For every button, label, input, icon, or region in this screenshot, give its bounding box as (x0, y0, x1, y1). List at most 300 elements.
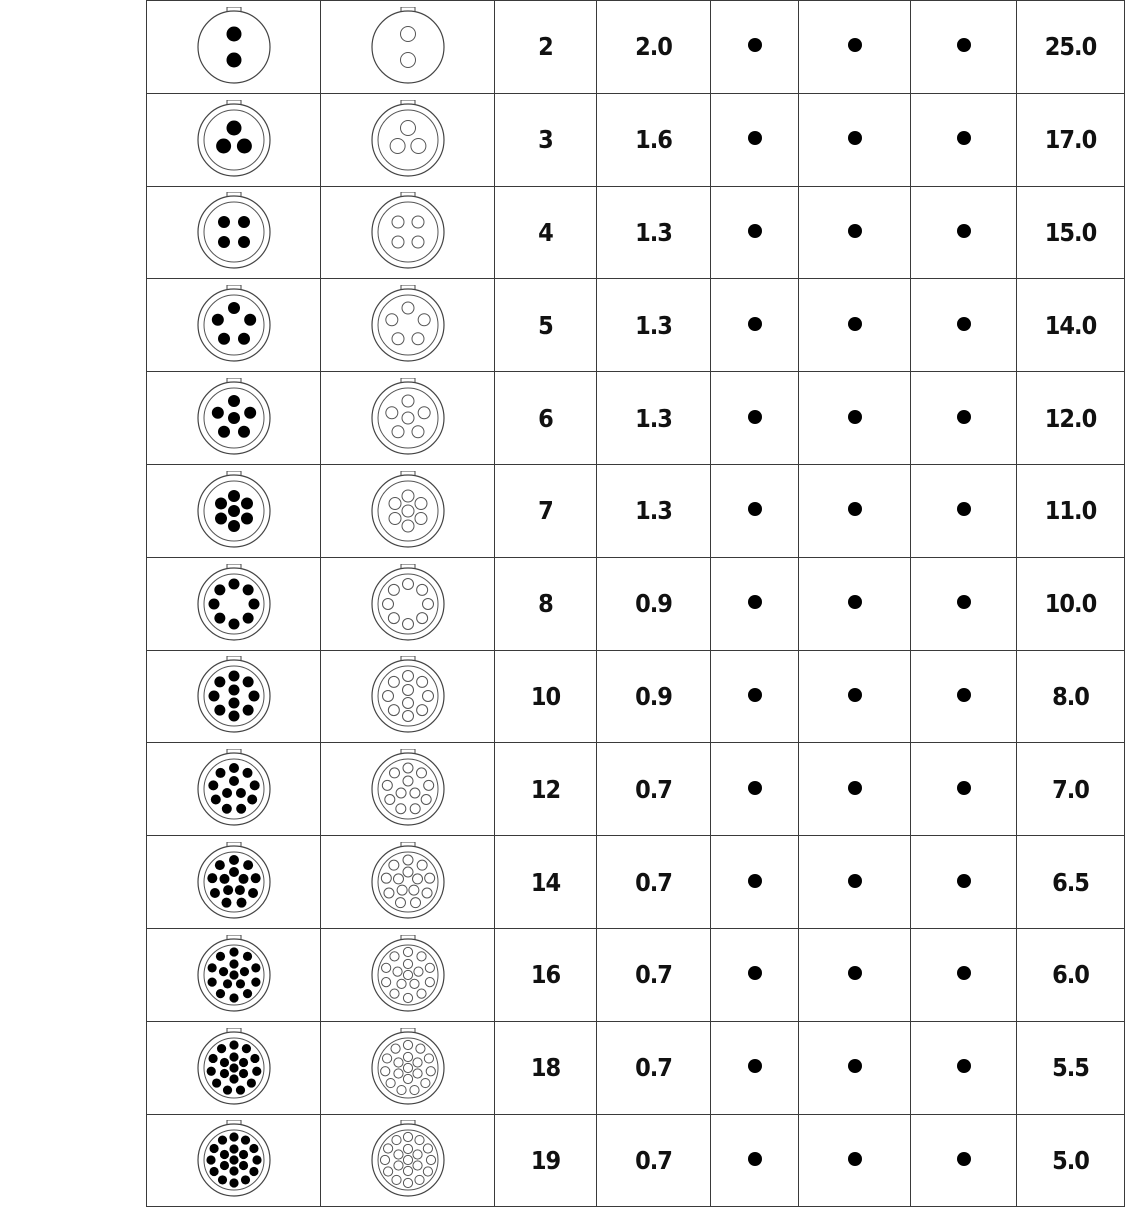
pin-count-cell: 3 (495, 93, 597, 186)
availability-cell-c2 (799, 464, 911, 557)
female-socket-hole (410, 804, 420, 814)
female-socket-hole (416, 952, 425, 961)
male-pin (241, 1044, 250, 1053)
availability-cell-c2 (799, 557, 911, 650)
availability-cell-c3 (911, 743, 1017, 836)
male-pin (240, 1136, 249, 1145)
male-pin (235, 1085, 244, 1094)
male-pin (215, 512, 227, 524)
female-socket-hole (390, 138, 405, 153)
female-socket-hole (383, 1167, 392, 1176)
female-socket-hole (416, 768, 426, 778)
female-socket-hole (391, 1176, 400, 1185)
wire-size-cell: 0.7 (597, 1114, 711, 1207)
availability-cell-c3 (911, 186, 1017, 279)
availability-dot-icon (748, 224, 762, 238)
female-socket-hole (420, 1078, 429, 1087)
availability-cell-c3 (911, 93, 1017, 186)
male-pin (219, 874, 229, 884)
availability-dot-icon (848, 224, 862, 238)
female-socket-layout-icon (321, 836, 495, 929)
female-socket-hole (389, 512, 401, 524)
male-pin (218, 236, 230, 248)
male-pin (228, 302, 240, 314)
male-pin (240, 1176, 249, 1185)
male-pin (215, 768, 225, 778)
male-pin-layout-icon (147, 1021, 321, 1114)
female-socket-hole (393, 1161, 402, 1170)
male-pin (207, 873, 217, 883)
female-socket-hole (409, 979, 418, 988)
male-pin (235, 979, 244, 988)
male-pin (229, 1145, 238, 1154)
rated-current-cell: 15.0 (1017, 186, 1125, 279)
male-pin (221, 804, 231, 814)
male-pin-layout-icon (147, 372, 321, 465)
female-socket-hole (400, 26, 415, 41)
wire-size-cell: 1.3 (597, 464, 711, 557)
male-pin-layout-icon (147, 464, 321, 557)
availability-dot-icon (957, 874, 971, 888)
availability-dot-icon (848, 1059, 862, 1073)
rated-current-cell: 6.5 (1017, 836, 1125, 929)
male-pin (228, 505, 240, 517)
female-socket-hole (402, 578, 413, 589)
male-pin (206, 1066, 215, 1075)
male-pin (219, 1161, 228, 1170)
female-socket-hole (402, 711, 413, 722)
female-socket-hole (385, 407, 397, 419)
availability-dot-icon (748, 966, 762, 980)
male-pin (218, 967, 227, 976)
female-socket-hole (411, 333, 423, 345)
wire-size-cell: 0.7 (597, 743, 711, 836)
male-pin (229, 993, 238, 1002)
availability-dot-icon (748, 317, 762, 331)
table-row (147, 1021, 1125, 1114)
wire-size-cell: 1.3 (597, 279, 711, 372)
rated-current-cell: 7.0 (1017, 743, 1125, 836)
male-pin (238, 1058, 247, 1067)
pin-count-cell: 14 (495, 836, 597, 929)
female-socket-hole (411, 426, 423, 438)
male-pin (229, 1133, 238, 1142)
availability-cell-c2 (799, 372, 911, 465)
male-pin (219, 1069, 228, 1078)
female-socket-hole (385, 314, 397, 326)
female-socket-hole (423, 1167, 432, 1176)
female-socket-layout-icon (321, 1, 495, 94)
male-pin (249, 781, 259, 791)
female-socket-hole (417, 860, 427, 870)
female-socket-hole (388, 860, 398, 870)
female-socket-hole (380, 1156, 389, 1165)
availability-dot-icon (957, 224, 971, 238)
female-socket-hole (423, 781, 433, 791)
female-socket-hole (414, 512, 426, 524)
male-pin (239, 967, 248, 976)
female-socket-hole (408, 885, 418, 895)
male-pin (240, 497, 252, 509)
male-pin (249, 1167, 258, 1176)
male-pin (208, 781, 218, 791)
availability-cell-c3 (911, 1021, 1017, 1114)
female-socket-hole (414, 497, 426, 509)
availability-dot-icon (957, 317, 971, 331)
availability-cell-c2 (799, 279, 911, 372)
male-pin (242, 705, 253, 716)
female-socket-hole (403, 1156, 412, 1165)
availability-dot-icon (848, 688, 862, 702)
male-pin (242, 612, 253, 623)
rated-current-cell: 6.0 (1017, 928, 1125, 1021)
female-socket-hole (412, 1058, 421, 1067)
female-socket-hole (409, 788, 419, 798)
male-pin (236, 138, 251, 153)
availability-dot-icon (957, 1152, 971, 1166)
female-socket-hole (422, 888, 432, 898)
availability-dot-icon (848, 966, 862, 980)
female-socket-hole (396, 979, 405, 988)
male-pin-layout-icon (147, 93, 321, 186)
male-pin (222, 979, 231, 988)
availability-dot-icon (748, 410, 762, 424)
female-socket-hole (424, 1054, 433, 1063)
female-socket-hole (416, 612, 427, 623)
male-pin (252, 1156, 261, 1165)
male-pin-layout-icon (147, 1, 321, 94)
wire-size-cell: 1.3 (597, 372, 711, 465)
table-row (147, 1114, 1125, 1207)
male-pin-layout-icon (147, 279, 321, 372)
connector-spec-table (146, 0, 1125, 1207)
availability-dot-icon (957, 502, 971, 516)
male-pin (226, 52, 241, 67)
male-pin (229, 1167, 238, 1176)
male-pin (242, 768, 252, 778)
female-socket-hole (388, 677, 399, 688)
female-socket-hole (403, 959, 412, 968)
male-pin (228, 711, 239, 722)
availability-dot-icon (748, 38, 762, 52)
availability-dot-icon (848, 317, 862, 331)
wire-size-cell: 1.6 (597, 93, 711, 186)
availability-cell-c1 (711, 1114, 799, 1207)
female-socket-hole (392, 236, 404, 248)
female-socket-hole (422, 598, 433, 609)
female-socket-hole (384, 795, 394, 805)
availability-dot-icon (848, 131, 862, 145)
male-pin (216, 1044, 225, 1053)
rated-current-cell: 11.0 (1017, 464, 1125, 557)
female-socket-hole (402, 618, 413, 629)
male-pin (208, 598, 219, 609)
male-pin (207, 963, 216, 972)
table-row (147, 279, 1125, 372)
availability-cell-c2 (799, 928, 911, 1021)
male-pin (251, 977, 260, 986)
female-socket-hole (414, 1176, 423, 1185)
availability-dot-icon (848, 38, 862, 52)
male-pin (250, 1054, 259, 1063)
male-pin (240, 512, 252, 524)
availability-dot-icon (748, 595, 762, 609)
female-socket-hole (388, 612, 399, 623)
female-socket-hole (403, 947, 412, 956)
female-socket-hole (382, 691, 393, 702)
male-pin (234, 885, 244, 895)
availability-cell-c3 (911, 557, 1017, 650)
female-socket-hole (391, 1136, 400, 1145)
female-socket-layout-icon (321, 1114, 495, 1207)
availability-cell-c3 (911, 1114, 1017, 1207)
female-socket-hole (403, 970, 412, 979)
female-socket-hole (403, 1145, 412, 1154)
female-socket-hole (424, 873, 434, 883)
male-pin (226, 26, 241, 41)
male-pin (222, 1085, 231, 1094)
availability-cell-c1 (711, 279, 799, 372)
female-socket-hole (393, 1150, 402, 1159)
female-socket-hole (393, 1058, 402, 1067)
table-body (147, 1, 1125, 1207)
female-socket-hole (425, 977, 434, 986)
pin-count-cell: 7 (495, 464, 597, 557)
rated-current-cell: 12.0 (1017, 372, 1125, 465)
female-socket-hole (395, 804, 405, 814)
female-socket-hole (416, 989, 425, 998)
male-pin (237, 333, 249, 345)
male-pin (243, 860, 253, 870)
female-socket-hole (403, 1052, 412, 1061)
pin-count-cell: 6 (495, 372, 597, 465)
male-pin (211, 314, 223, 326)
female-socket-hole (380, 1066, 389, 1075)
availability-cell-c1 (711, 1021, 799, 1114)
female-socket-hole (410, 898, 420, 908)
male-pin (228, 520, 240, 532)
male-pin (242, 677, 253, 688)
availability-dot-icon (848, 781, 862, 795)
availability-cell-c2 (799, 743, 911, 836)
male-pin (238, 874, 248, 884)
male-pin (229, 1179, 238, 1188)
male-pin (229, 959, 238, 968)
male-pin (242, 952, 251, 961)
male-pin (214, 584, 225, 595)
availability-cell-c2 (799, 93, 911, 186)
male-pin-layout-icon (147, 928, 321, 1021)
female-socket-hole (418, 407, 430, 419)
female-socket-hole (381, 873, 391, 883)
rated-current-cell: 10.0 (1017, 557, 1125, 650)
availability-cell-c3 (911, 1, 1017, 94)
female-socket-hole (415, 1044, 424, 1053)
availability-cell-c1 (711, 1, 799, 94)
female-socket-hole (400, 52, 415, 67)
availability-dot-icon (748, 781, 762, 795)
availability-dot-icon (748, 131, 762, 145)
availability-cell-c2 (799, 186, 911, 279)
female-socket-hole (412, 874, 422, 884)
male-pin (244, 407, 256, 419)
pin-count-cell: 16 (495, 928, 597, 1021)
male-pin (238, 1069, 247, 1078)
male-pin (229, 867, 239, 877)
female-socket-hole (403, 867, 413, 877)
female-socket-hole (412, 1069, 421, 1078)
rated-current-cell: 14.0 (1017, 279, 1125, 372)
male-pin (238, 216, 250, 228)
female-socket-hole (402, 685, 413, 696)
female-socket-hole (412, 236, 424, 248)
female-socket-hole (390, 1044, 399, 1053)
female-socket-hole (383, 1144, 392, 1153)
female-socket-hole (402, 395, 414, 407)
availability-cell-c1 (711, 928, 799, 1021)
male-pin (235, 788, 245, 798)
male-pin (229, 970, 238, 979)
availability-dot-icon (748, 502, 762, 516)
female-socket-layout-icon (321, 743, 495, 836)
male-pin-layout-icon (147, 743, 321, 836)
female-socket-hole (382, 598, 393, 609)
male-pin (238, 236, 250, 248)
availability-dot-icon (748, 688, 762, 702)
wire-size-cell: 0.7 (597, 928, 711, 1021)
male-pin (250, 873, 260, 883)
female-socket-hole (389, 497, 401, 509)
pin-count-cell: 4 (495, 186, 597, 279)
availability-dot-icon (848, 410, 862, 424)
male-pin (221, 898, 231, 908)
pin-count-cell: 18 (495, 1021, 597, 1114)
male-pin (229, 1040, 238, 1049)
female-socket-hole (403, 763, 413, 773)
female-socket-hole (413, 967, 422, 976)
female-socket-hole (402, 698, 413, 709)
male-pin (226, 120, 241, 135)
female-socket-hole (402, 302, 414, 314)
pin-count-cell: 2 (495, 1, 597, 94)
male-pin (208, 691, 219, 702)
wire-size-cell: 0.9 (597, 557, 711, 650)
male-pin-layout-icon (147, 557, 321, 650)
male-pin (215, 989, 224, 998)
availability-dot-icon (748, 1059, 762, 1073)
female-socket-hole (397, 885, 407, 895)
male-pin (237, 426, 249, 438)
availability-dot-icon (748, 1152, 762, 1166)
table-row (147, 928, 1125, 1021)
male-pin (252, 1066, 261, 1075)
male-pin (217, 1176, 226, 1185)
male-pin-layout-icon (147, 836, 321, 929)
availability-dot-icon (848, 874, 862, 888)
availability-cell-c2 (799, 650, 911, 743)
female-socket-hole (403, 1167, 412, 1176)
male-pin (248, 888, 258, 898)
female-socket-hole (421, 795, 431, 805)
male-pin (223, 885, 233, 895)
male-pin (228, 412, 240, 424)
female-socket-hole (416, 705, 427, 716)
male-pin (209, 888, 219, 898)
female-socket-layout-icon (321, 1021, 495, 1114)
male-pin (242, 584, 253, 595)
male-pin (228, 685, 239, 696)
wire-size-cell: 0.7 (597, 836, 711, 929)
female-socket-hole (393, 1069, 402, 1078)
female-socket-hole (414, 1136, 423, 1145)
female-socket-hole (425, 963, 434, 972)
availability-cell-c1 (711, 743, 799, 836)
wire-size-cell: 0.7 (597, 1021, 711, 1114)
female-socket-hole (416, 584, 427, 595)
availability-cell-c2 (799, 1, 911, 94)
male-pin (229, 1074, 238, 1083)
availability-cell-c1 (711, 557, 799, 650)
male-pin (214, 705, 225, 716)
female-socket-layout-icon (321, 650, 495, 743)
wire-size-cell: 1.3 (597, 186, 711, 279)
male-pin (211, 407, 223, 419)
male-pin (236, 898, 246, 908)
male-pin (229, 1052, 238, 1061)
female-socket-hole (388, 584, 399, 595)
female-socket-hole (423, 1144, 432, 1153)
availability-dot-icon (957, 966, 971, 980)
female-socket-hole (403, 1074, 412, 1083)
rated-current-cell: 17.0 (1017, 93, 1125, 186)
female-socket-hole (403, 855, 413, 865)
female-socket-hole (403, 993, 412, 1002)
pin-count-cell: 5 (495, 279, 597, 372)
availability-cell-c1 (711, 836, 799, 929)
male-pin (242, 989, 251, 998)
male-pin (228, 395, 240, 407)
female-socket-hole (392, 216, 404, 228)
table-row (147, 93, 1125, 186)
male-pin (219, 1058, 228, 1067)
availability-cell-c3 (911, 372, 1017, 465)
male-pin (222, 788, 232, 798)
availability-dot-icon (957, 1059, 971, 1073)
availability-cell-c1 (711, 186, 799, 279)
male-pin (251, 963, 260, 972)
male-pin (247, 795, 257, 805)
male-pin (229, 776, 239, 786)
rated-current-cell: 5.0 (1017, 1114, 1125, 1207)
male-pin (246, 1078, 255, 1087)
female-socket-hole (388, 705, 399, 716)
availability-cell-c1 (711, 372, 799, 465)
male-pin (236, 804, 246, 814)
male-pin (207, 977, 216, 986)
table-row (147, 557, 1125, 650)
male-pin (216, 138, 231, 153)
male-pin (229, 763, 239, 773)
female-socket-hole (402, 490, 414, 502)
male-pin (214, 677, 225, 688)
pin-count-cell: 19 (495, 1114, 597, 1207)
male-pin (215, 497, 227, 509)
availability-cell-c1 (711, 464, 799, 557)
female-socket-hole (402, 520, 414, 532)
male-pin (214, 612, 225, 623)
availability-dot-icon (957, 38, 971, 52)
table-row (147, 186, 1125, 279)
